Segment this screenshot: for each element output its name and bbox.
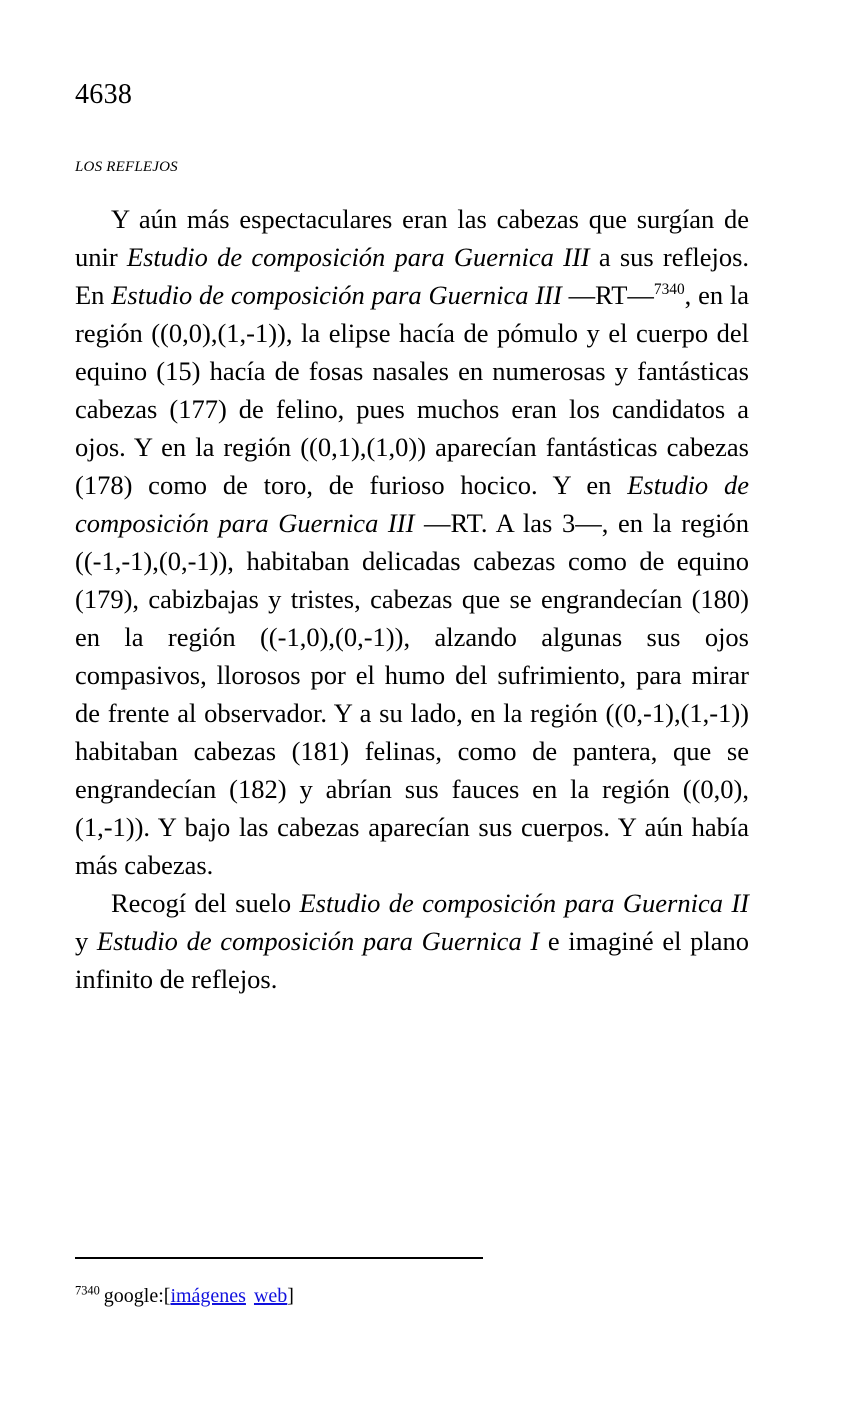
footnote-separator-rule: [75, 1257, 483, 1259]
footnote-reference-marker[interactable]: 7340: [653, 281, 685, 299]
footnote-prefix: google:[: [103, 1285, 171, 1307]
paragraph-1-segment-2: a sus reflejos. En: [75, 242, 750, 310]
body-text-block: [75, 200, 749, 998]
paragraph-2-segment-3: e imaginé el plano infinito de reflejos.: [75, 926, 749, 994]
footnote-link-imagenes[interactable]: imágenes: [170, 1285, 246, 1307]
paragraph-2-segment-1: Recogí del suelo: [111, 888, 300, 918]
paragraph-1-segment-1: Y aún más espectaculares eran las cabezas que surgían de unir: [75, 204, 749, 272]
paragraph-1-segment-4: , en la región ((0,0),(1,-1)), la elipse hacía de pómulo y el cuerpo del equino (15) hacía de fosas nasales en numerosas y fantásticas cabezas (177) de felino, pues muchos eran los candidatos a ojos. Y en la región ((0,1),(1,0)) aparecían fantásticas cabezas (178) como de toro, de furioso hocico. Y en: [75, 280, 750, 500]
page-number: 4638: [75, 79, 133, 110]
footnote-link-web[interactable]: web: [253, 1285, 288, 1307]
running-head: LOS REFLEJOS: [75, 159, 178, 175]
paragraph-1-segment-3: —RT—: [561, 280, 654, 310]
paragraph-1: [75, 200, 749, 884]
footnote: [75, 1283, 749, 1309]
work-title-estudio-guernica-i: Estudio de composición para Guernica I: [96, 926, 540, 956]
work-title-estudio-guernica-ii: Estudio de composición para Guernica II: [299, 888, 749, 918]
paragraph-2-segment-2: y: [75, 926, 97, 956]
paragraph-1-segment-5: —RT. A las 3—, en la región ((-1,-1),(0,-1)), habitaban delicadas cabezas como de equino (179), cabizbajas y tristes, cabezas que se engrandecían (180) en la región ((-1,0),(0,-1)), alzando algunas sus ojos compasivos, llorosos por el humo del sufrimiento, para mirar de frente al observador. Y a su lado, en la región ((0,-1),(1,-1)) habitaban cabezas (181) felinas, como de pantera, que se engrandecían (182) y abrían sus fauces en la región ((0,0),(1,-1)). Y bajo las cabezas aparecían sus cuerpos. Y aún había más cabezas.: [75, 508, 749, 880]
footnote-suffix: ]: [287, 1285, 294, 1307]
work-title-estudio-guernica-iii-a: Estudio de composición para Guernica III: [126, 242, 590, 272]
work-title-estudio-guernica-iii-b: Estudio de composición para Guernica III: [111, 280, 562, 310]
work-title-estudio-guernica-iii-c: Estudio de composición para Guernica III: [75, 470, 749, 538]
paragraph-2: [75, 884, 749, 998]
footnote-number: 7340: [75, 1283, 100, 1298]
